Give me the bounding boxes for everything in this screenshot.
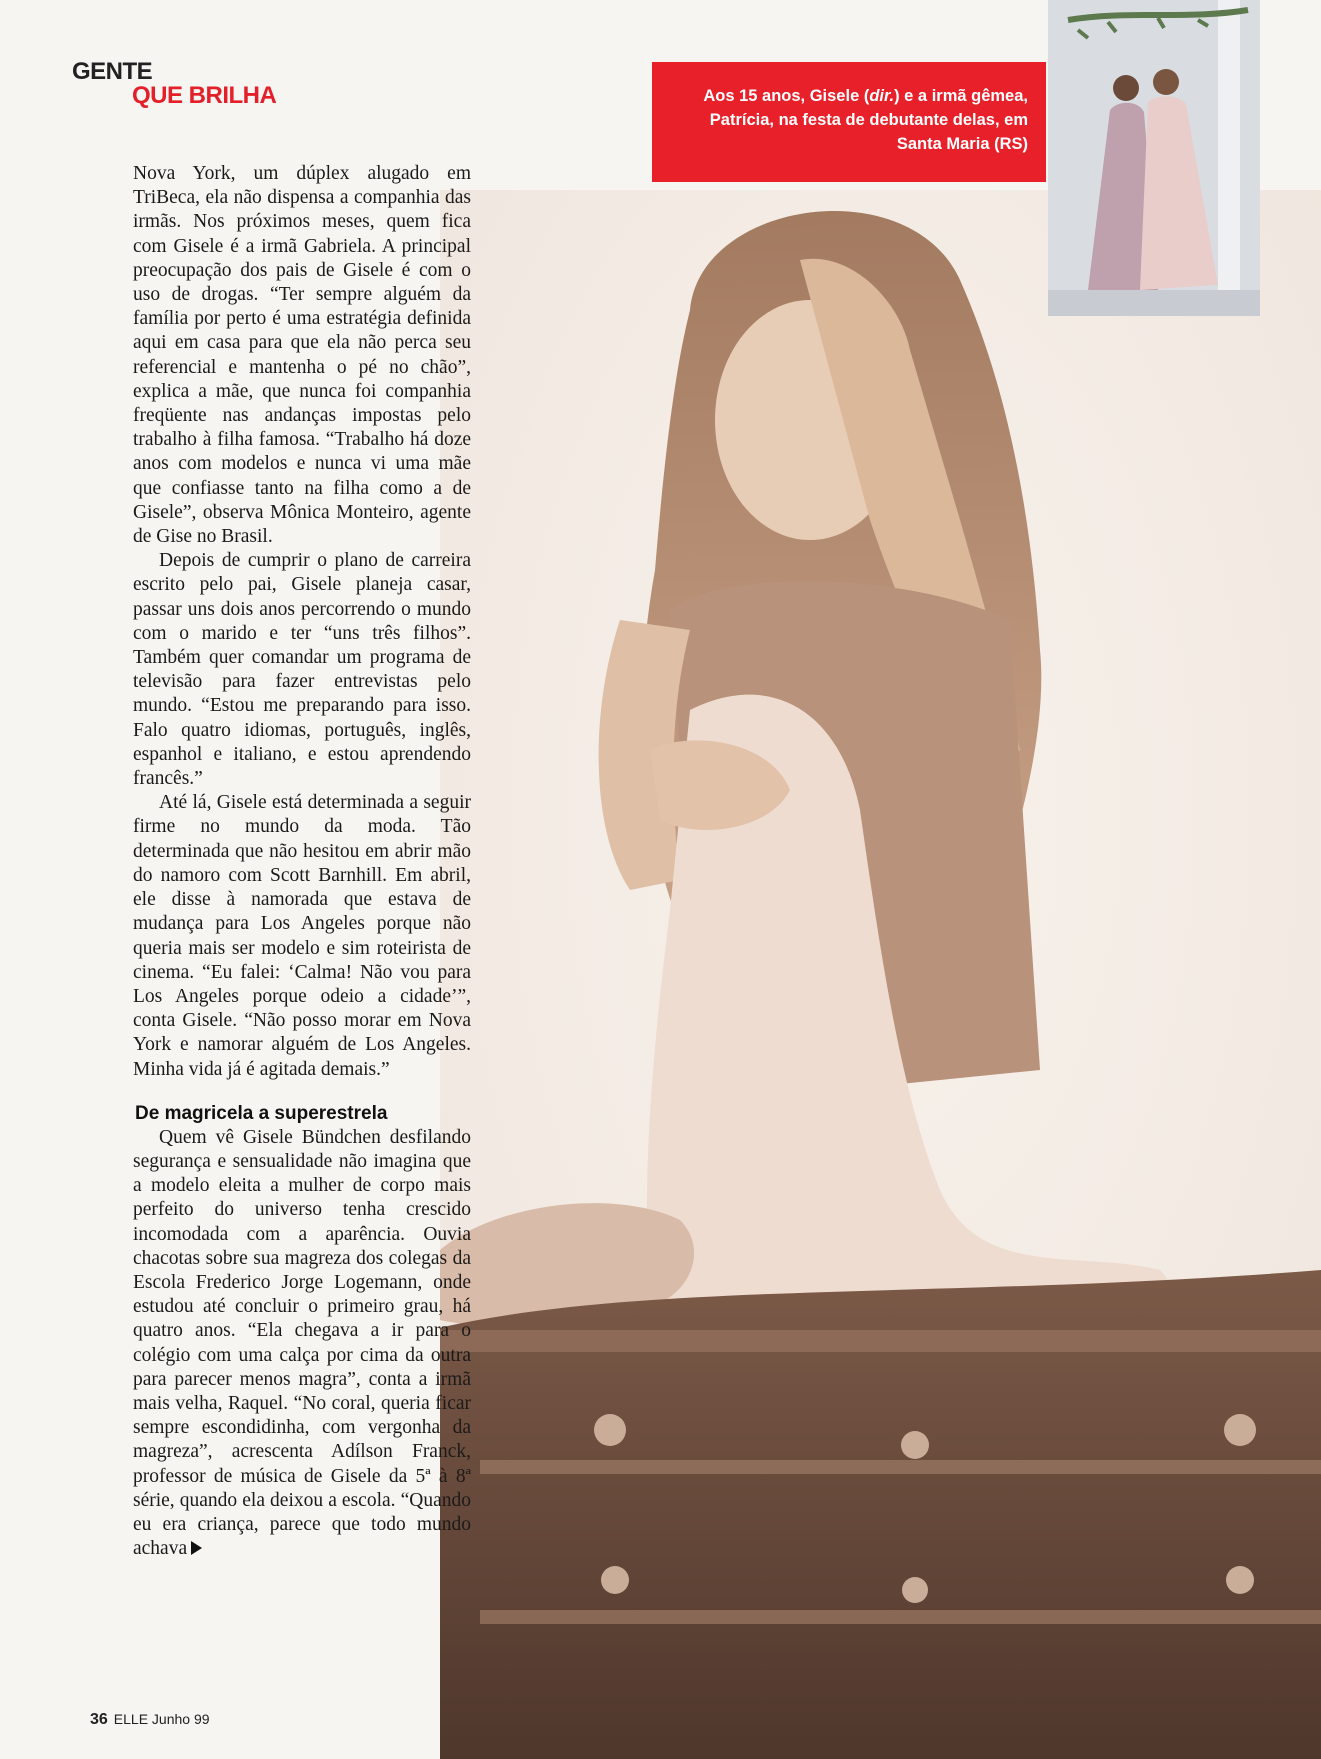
continue-arrow-icon <box>191 1541 202 1555</box>
article-paragraph: Nova York, um dúplex alugado em TriBeca, ela não dispensa a companhia das irmãs. Nos próximos meses, quem fica com Gisele é a irmã Gabriela. A principal preocupação dos pais de Gisele é com o uso de drogas. “Ter sempre alguém da família por perto é uma estratégia definida aqui em casa para que ela não perca seu referencial e mantenha o pé no chão”, explica a mãe, que nunca foi companhia freqüente nas andanças impostas pelo trabalho à filha famosa. “Trabalho há doze anos com modelos e nunca vi uma mãe que confiasse tanto na filha como a de Gisele”, observa Mônica Monteiro, agente de Gise no Brasil. <box>133 163 471 548</box>
caption-italic: dir. <box>869 87 895 105</box>
section-header <box>72 60 276 108</box>
page-number: 36 <box>90 1711 108 1728</box>
publication-info: ELLE Junho 99 <box>113 1711 210 1727</box>
caption-text-2: ) e a irmã gêmea, Patrícia, na festa de debutante delas, em Santa Maria (RS) <box>709 87 1028 153</box>
section-title-line1: GENTE <box>72 58 153 85</box>
inset-photo <box>1048 0 1260 316</box>
page-folio <box>90 1711 210 1729</box>
article-paragraph: Até lá, Gisele está determinada a seguir firme no mundo da moda. Tão determinada que não hesitou em abrir mão do namoro com Scott Barnhill. Em abril, ele disse à namorada que estava de mudança para Los Angeles porque não queria mais ser modelo e sim roteirista de cinema. “Eu falei: ‘Calma! Não vou para Los Angeles porque odeio a cidade’”, conta Gisele. “Não posso morar em Nova York e namorar alguém de Los Angeles. Minha vida já é agitada demais.” <box>133 792 471 1080</box>
article-paragraph-text: Quem vê Gisele Bündchen desfilando segurança e sensualidade não imagina que a modelo eleita a mulher de corpo mais perfeito do universo tenha crescido incomodada com a aparência. Ouvia chacotas sobre sua magreza dos colegas da Escola Frederico Jorge Logemann, onde estudou até concluir o primeiro grau, há quatro anos. “Ela chegava a ir para o colégio com uma calça por cima da outra para parecer menos magra”, conta a irmã mais velha, Raquel. “No coral, queria ficar sempre escondidinha, com vergonha da magreza”, acrescenta Adílson Franck, professor de música de Gisele da 5ª à 8ª série, quando ela deixou a escola. “Quando eu era criança, parece que todo mundo achava <box>133 1126 471 1560</box>
article-paragraph: Depois de cumprir o plano de carreira escrito pelo pai, Gisele planeja casar, passar uns dois anos percorrendo o mundo com o marido e ter “uns três filhos”. Também quer comandar um programa de televisão para fazer entrevistas pelo mundo. “Estou me preparando para isso. Falo quatro idiomas, português, inglês, espanhol e italiano, e estou aprendendo francês.” <box>133 550 471 790</box>
main-photo <box>440 190 1321 1759</box>
photo-caption <box>652 62 1046 182</box>
article-subheading: De magricela a superestrela <box>135 1102 388 1124</box>
caption-text-1: Aos 15 anos, Gisele ( <box>703 87 870 105</box>
section-title-line2: QUE BRILHA <box>132 82 277 109</box>
article-column <box>133 162 471 1561</box>
article-paragraph-continued <box>133 1126 471 1562</box>
